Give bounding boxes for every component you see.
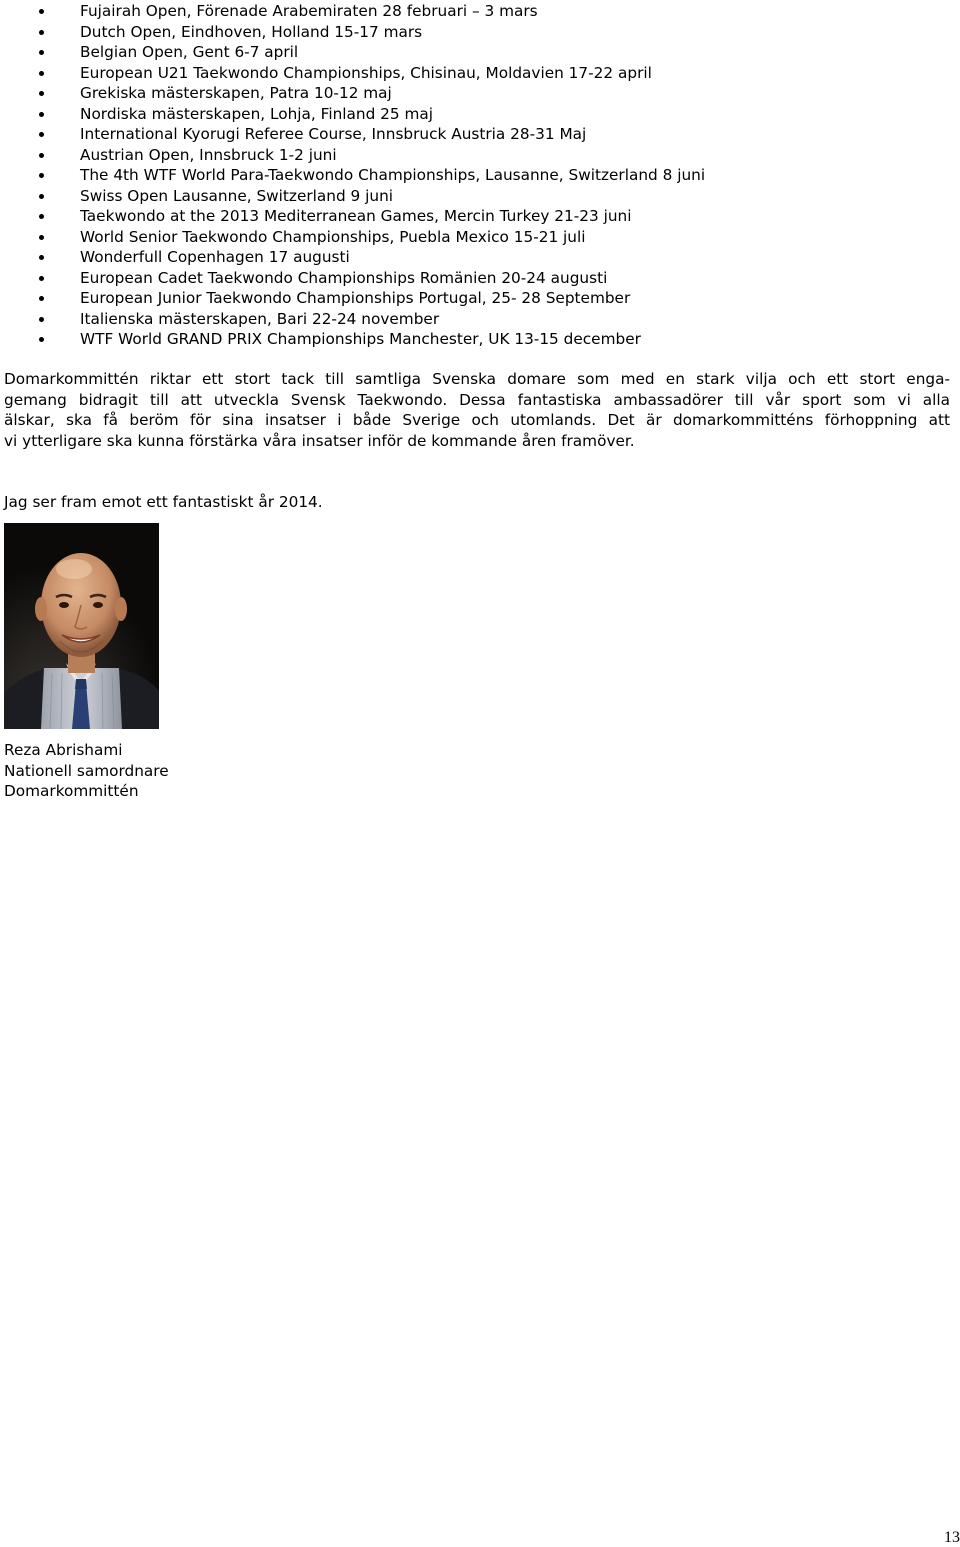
event-text: Belgian Open, Gent 6-7 april	[80, 43, 299, 61]
page-number: 13	[944, 1529, 960, 1546]
bullet-icon	[39, 337, 44, 342]
event-list-item	[0, 288, 960, 309]
event-list-item	[0, 83, 960, 104]
event-text: Fujairah Open, Förenade Arabemiraten 28 februari – 3 mars	[80, 2, 538, 20]
event-list-item	[0, 63, 960, 84]
bullet-icon	[39, 235, 44, 240]
event-text: Swiss Open Lausanne, Switzerland 9 juni	[80, 186, 394, 205]
closing-sentence: Jag ser fram emot ett fantastiskt år 2014.	[4, 493, 323, 511]
event-list-item	[0, 104, 960, 125]
event-list-item	[0, 1, 960, 22]
bullet-icon	[39, 91, 44, 96]
bullet-icon	[39, 71, 44, 76]
event-text: WTF World GRAND PRIX Championships Manchester, UK 13-15 december	[80, 330, 641, 348]
event-text: World Senior Taekwondo Championships, Puebla Mexico 15-21 juli	[80, 227, 586, 246]
bullet-icon	[39, 214, 44, 219]
bullet-icon	[39, 173, 44, 178]
event-text: European Cadet Taekwondo Championships Romänien 20-24 augusti	[80, 268, 608, 287]
signature-name: Reza Abrishami	[4, 741, 123, 759]
paragraph-line: Domarkommittén riktar ett stort tack till samtliga Svenska domare som med en stark vilja och ett stort enga-	[4, 370, 950, 388]
event-list-item	[0, 206, 960, 227]
event-text: International Kyorugi Referee Course, Innsbruck Austria 28-31 Maj	[80, 125, 587, 143]
bullet-icon	[39, 9, 44, 14]
bullet-icon	[39, 296, 44, 301]
event-list-item	[0, 186, 960, 207]
event-list-item	[0, 268, 960, 289]
bullet-icon	[39, 194, 44, 199]
paragraph-line: älskar, ska få beröm för sina insatser i både Sverige och utomlands. Det är domarkommitténs förhoppning att	[4, 411, 950, 429]
portrait-photo	[4, 523, 159, 729]
event-list-item	[0, 165, 960, 186]
event-text: Dutch Open, Eindhoven, Holland 15-17 mars	[80, 22, 423, 41]
signature-title: Nationell samordnare	[4, 761, 169, 780]
event-list-item	[0, 329, 960, 350]
event-text: European U21 Taekwondo Championships, Chisinau, Moldavien 17-22 april	[80, 63, 652, 82]
event-text: European Junior Taekwondo Championships Portugal, 25- 28 September	[80, 289, 631, 307]
event-list-item	[0, 124, 960, 145]
event-text: Nordiska mästerskapen, Lohja, Finland 25 maj	[80, 104, 434, 123]
bullet-icon	[39, 255, 44, 260]
signature-committee: Domarkommittén	[4, 782, 139, 800]
event-list-item	[0, 42, 960, 63]
signature-block	[4, 740, 169, 802]
event-list-item	[0, 309, 960, 330]
event-text: Italienska mästerskapen, Bari 22-24 november	[80, 309, 440, 328]
bullet-icon	[39, 317, 44, 322]
bullet-icon	[39, 153, 44, 158]
event-list-item	[0, 145, 960, 166]
event-text: Wonderfull Copenhagen 17 augusti	[80, 248, 350, 266]
bullet-icon	[39, 112, 44, 117]
bullet-icon	[39, 276, 44, 281]
bullet-icon	[39, 132, 44, 137]
event-text: The 4th WTF World Para-Taekwondo Championships, Lausanne, Switzerland 8 juni	[80, 166, 706, 184]
event-list-item	[0, 227, 960, 248]
bullet-icon	[39, 30, 44, 35]
event-list-item	[0, 247, 960, 268]
event-list-item	[0, 22, 960, 43]
event-text: Austrian Open, Innsbruck 1-2 juni	[80, 145, 337, 164]
event-text: Grekiska mästerskapen, Patra 10-12 maj	[80, 84, 392, 102]
paragraph-line: vi ytterligare ska kunna förstärka våra insatser inför de kommande åren framöver.	[4, 431, 635, 450]
event-text: Taekwondo at the 2013 Mediterranean Games, Mercin Turkey 21-23 juni	[80, 207, 632, 225]
event-list	[0, 0, 960, 350]
paragraph-line: gemang bidragit till att utveckla Svensk Taekwondo. Dessa fantastiska ambassadörer till vår sport som vi alla	[4, 390, 950, 409]
body-paragraph	[4, 369, 950, 451]
bullet-icon	[39, 50, 44, 55]
